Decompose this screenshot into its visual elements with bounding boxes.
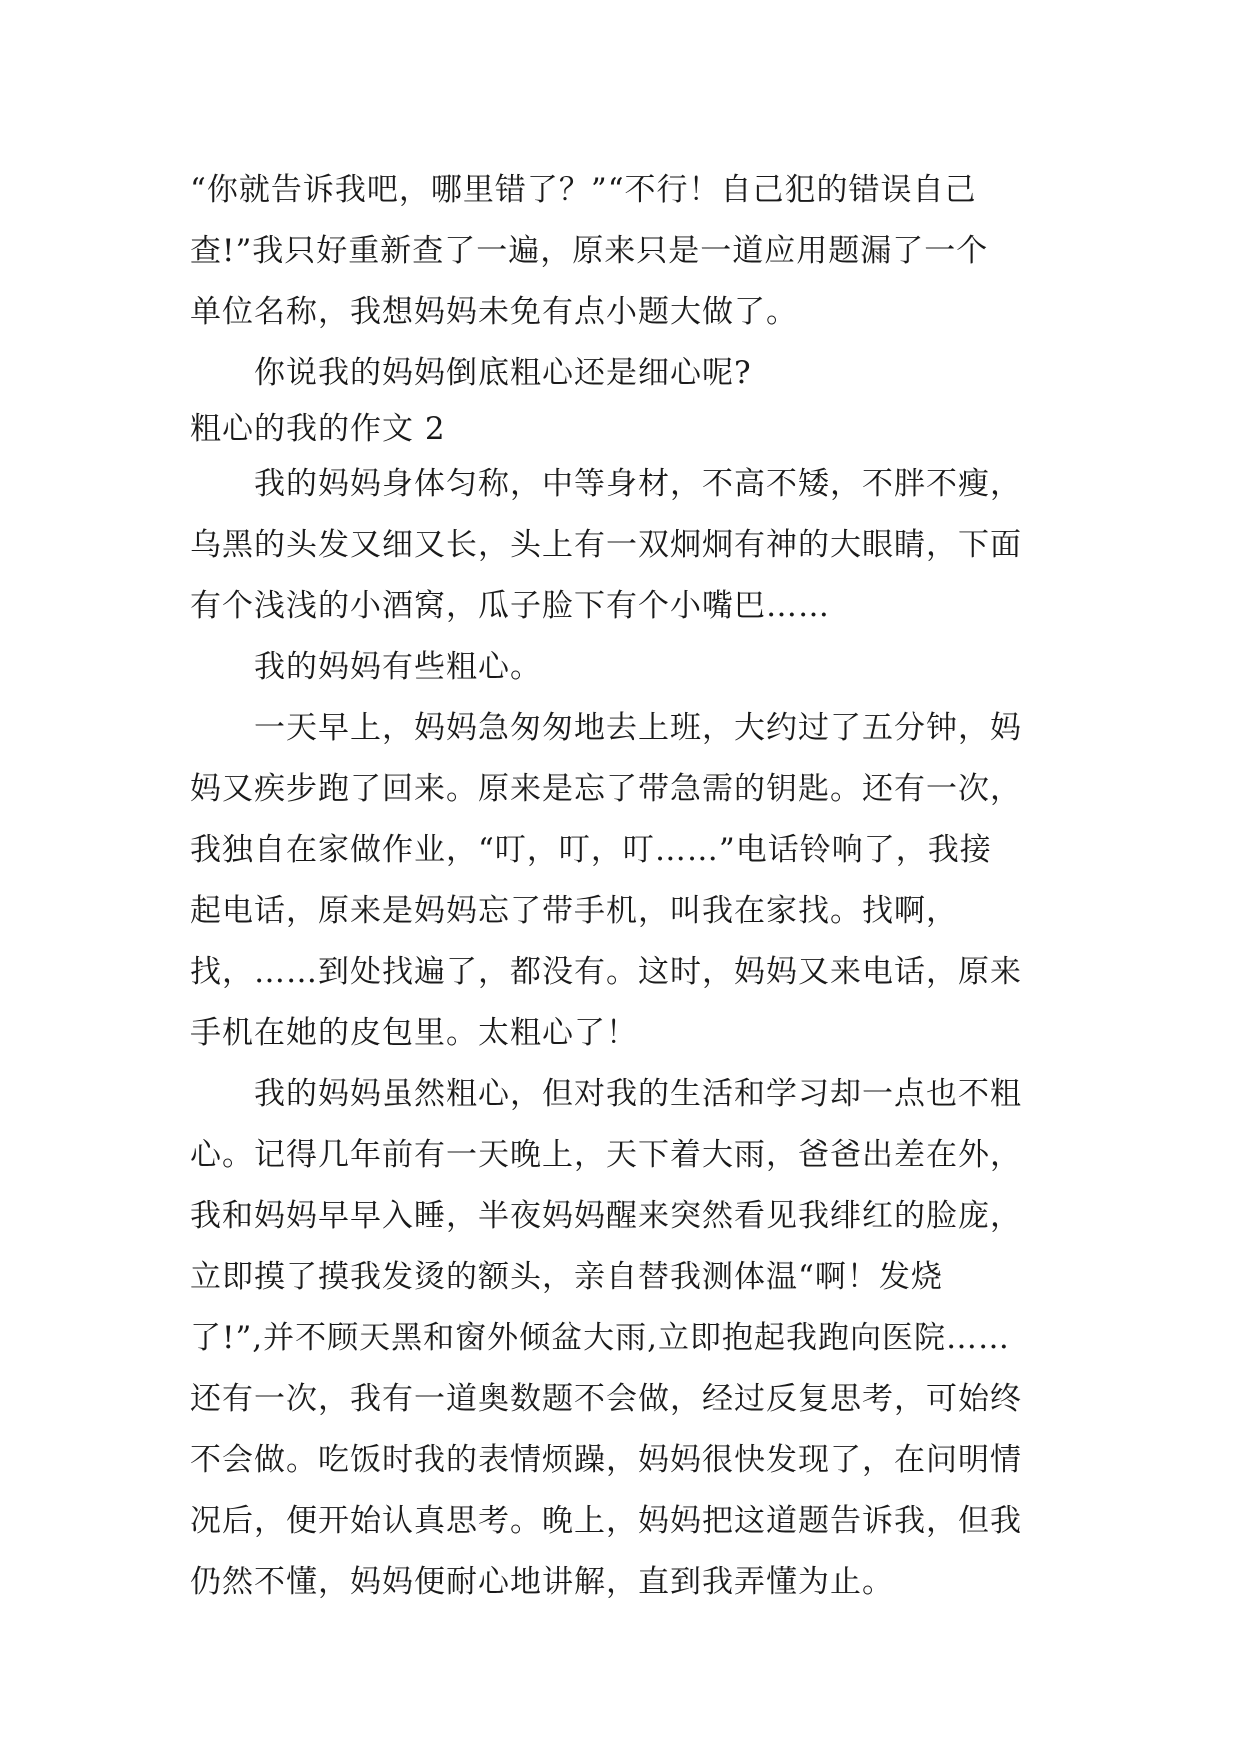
text-line: 我和妈妈早早入睡，半夜妈妈醒来突然看见我绯红的脸庞，	[190, 1198, 1022, 1234]
paragraph-line: 我的妈妈虽然粗心，但对我的生活和学习却一点也不粗	[254, 1076, 1022, 1112]
text-line: 妈又疾步跑了回来。原来是忘了带急需的钥匙。还有一次，	[190, 771, 1022, 807]
section-heading: 粗心的我的作文 2	[190, 411, 446, 447]
text-line: 况后，便开始认真思考。晚上，妈妈把这道题告诉我，但我	[190, 1503, 1022, 1539]
text-line: 我独自在家做作业，“叮，叮，叮……”电话铃响了，我接	[190, 832, 992, 868]
text-line: 找，……到处找遍了，都没有。这时，妈妈又来电话，原来	[190, 954, 1022, 990]
text-line: 了!”,并不顾天黑和窗外倾盆大雨,立即抱起我跑向医院……	[190, 1320, 1011, 1356]
text-line: 立即摸了摸我发烫的额头，亲自替我测体温“啊！发烧	[190, 1259, 943, 1295]
paragraph-line: 我的妈妈有些粗心。	[254, 649, 542, 685]
text-line: 还有一次，我有一道奥数题不会做，经过反复思考，可始终	[190, 1381, 1022, 1417]
text-line: 不会做。吃饭时我的表情烦躁，妈妈很快发现了，在问明情	[190, 1442, 1022, 1478]
text-line: 心。记得几年前有一天晚上，天下着大雨，爸爸出差在外，	[190, 1137, 1022, 1173]
paragraph-line: 一天早上，妈妈急匆匆地去上班，大约过了五分钟，妈	[254, 710, 1022, 746]
text-line: 乌黑的头发又细又长，头上有一双炯炯有神的大眼睛，下面	[190, 527, 1022, 563]
document-body	[190, 160, 1070, 1613]
text-line: 单位名称，我想妈妈未免有点小题大做了。	[190, 294, 798, 330]
text-line: “你就告诉我吧，哪里错了？”“不行！自己犯的错误自己	[190, 172, 977, 208]
paragraph-line: 你说我的妈妈倒底粗心还是细心呢?	[254, 355, 752, 391]
text-line: 有个浅浅的小酒窝，瓜子脸下有个小嘴巴……	[190, 588, 830, 624]
paragraph-line: 我的妈妈身体匀称，中等身材，不高不矮，不胖不瘦，	[254, 466, 1022, 502]
text-line: 起电话，原来是妈妈忘了带手机，叫我在家找。找啊，	[190, 893, 958, 929]
text-line: 仍然不懂，妈妈便耐心地讲解，直到我弄懂为止。	[190, 1564, 894, 1600]
text-line: 手机在她的皮包里。太粗心了！	[190, 1015, 638, 1051]
text-line: 查!”我只好重新查了一遍，原来只是一道应用题漏了一个	[190, 233, 989, 269]
